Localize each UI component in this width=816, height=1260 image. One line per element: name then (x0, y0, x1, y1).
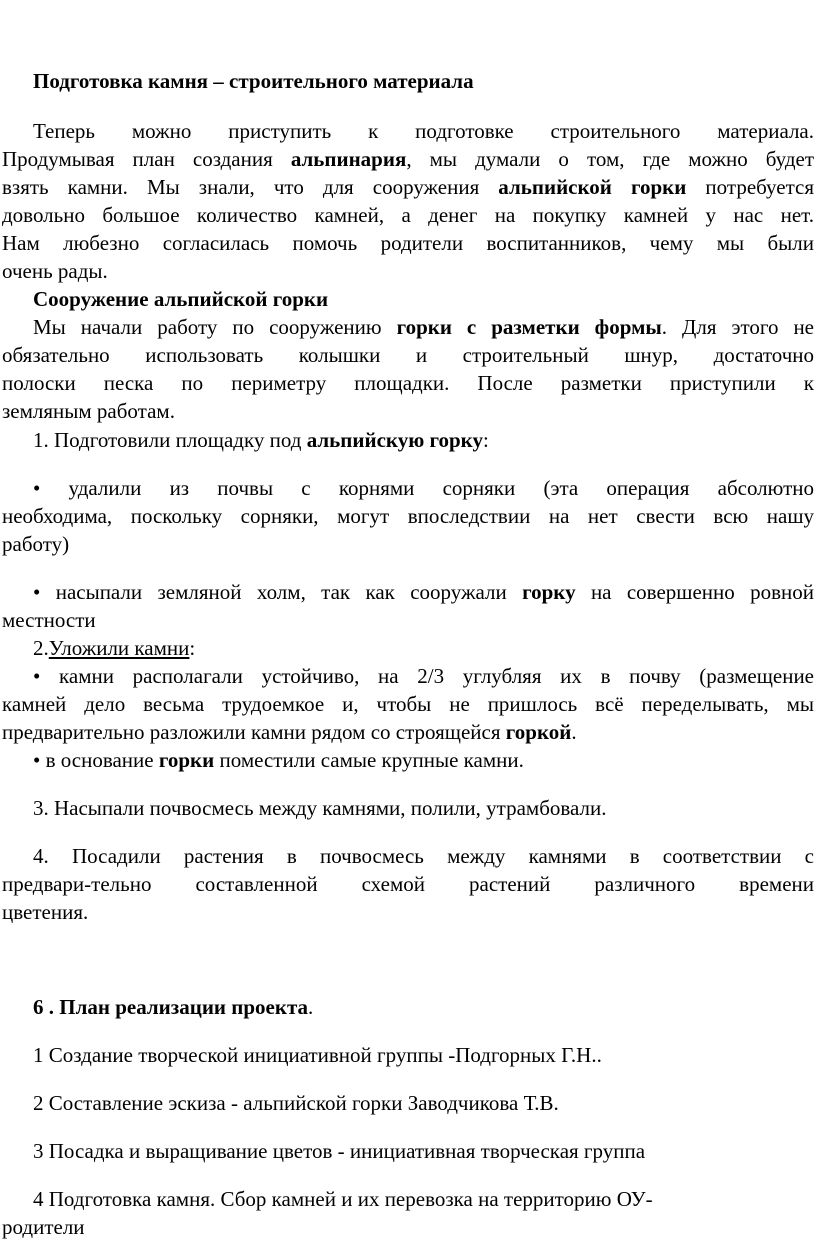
text-line: взять камни. Мы знали, что для сооружения альпийской горки потребуется (2, 175, 814, 199)
text-line: цветения. (2, 900, 89, 924)
text-line: камней дело весьма трудоемкое и, чтобы не пришлось всё переделывать, мы (2, 692, 814, 716)
heading-stone-preparation: Подготовка камня – строительного материала (33, 69, 474, 93)
text-line: Нам любезно согласилась помочь родители воспитанников, чему мы были (2, 231, 814, 255)
step-1: 1. Подготовили площадку под альпийскую горку: (33, 428, 489, 452)
text-line: необходима, поскольку сорняки, могут впоследствии на нет свести всю нашу (2, 504, 814, 528)
plan-item-3: 3 Посадка и выращивание цветов - инициативная творческая группа (33, 1139, 646, 1163)
text-line: предвари-тельно составленной схемой растений различного времени (2, 872, 814, 896)
bullet-base: • в основание горки поместили самые крупные камни. (33, 748, 524, 772)
step-2: 2.Уложили камни: (33, 636, 196, 660)
text-line: Продумывая план создания альпинария, мы думали о том, где можно будет (2, 147, 815, 171)
heading-construction: Сооружение альпийской горки (33, 287, 329, 311)
text-line: очень рады. (2, 259, 108, 283)
heading-project-plan: 6 . План реализации проекта. (33, 995, 314, 1019)
text-line: 4 Подготовка камня. Сбор камней и их перевозка на территорию ОУ- (33, 1187, 653, 1211)
text-line: земляным работам. (2, 399, 175, 423)
text-line: • насыпали земляной холм, так как сооружали горку на совершенно ровной (33, 580, 814, 604)
text-line: 4. Посадили растения в почвосмесь между камнями в соответствии с (33, 844, 814, 868)
text-line: довольно большое количество камней, а денег на покупку камней у нас нет. (2, 203, 814, 227)
text-line: предварительно разложили камни рядом со строящейся горкой. (2, 720, 577, 744)
text-line: местности (2, 608, 96, 632)
plan-item-2: 2 Составление эскиза - альпийской горки Заводчикова Т.В. (33, 1091, 559, 1115)
plan-item-1: 1 Создание творческой инициативной группы -Подгорных Г.Н.. (33, 1043, 602, 1067)
text-line: работу) (2, 532, 70, 556)
text-line: обязательно использовать колышки и строительный шнур, достаточно (2, 343, 814, 367)
text-line: полоски песка по периметру площадки. После разметки приступили к (2, 371, 814, 395)
text-line: • камни располагали устойчиво, на 2/3 углубляя их в почву (размещение (33, 664, 814, 688)
text-line: • удалили из почвы с корнями сорняки (эта операция абсолютно (33, 476, 814, 500)
text-line: Теперь можно приступить к подготовке строительного материала. (33, 119, 814, 143)
step-3: 3. Насыпали почвосмесь между камнями, полили, утрамбовали. (33, 796, 607, 820)
text-line: родители (2, 1215, 85, 1239)
text-line: Мы начали работу по сооружению горки с разметки формы. Для этого не (33, 315, 815, 339)
